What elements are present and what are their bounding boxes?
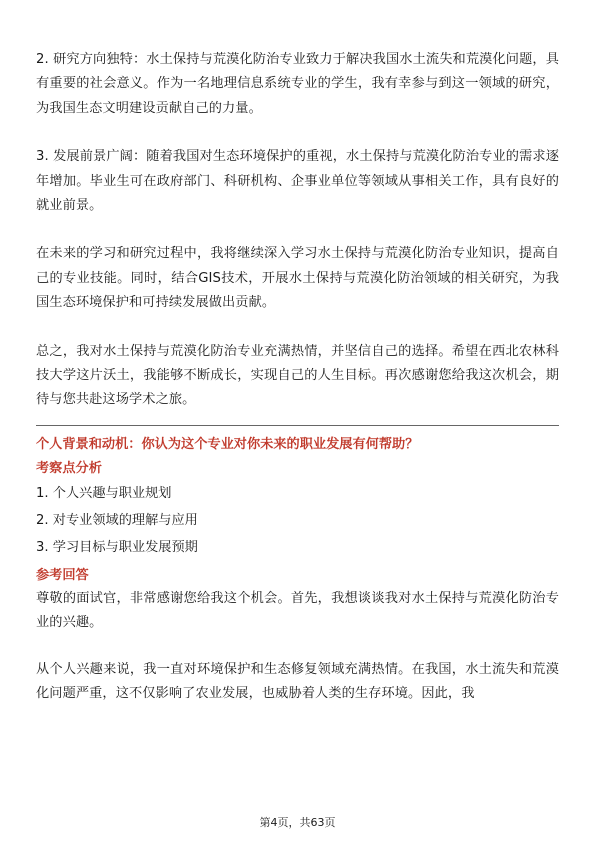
section-divider	[36, 425, 559, 426]
analysis-heading: 考察点分析	[36, 460, 102, 476]
analysis-item: 3. 学习目标与职业发展预期	[36, 539, 198, 555]
document-page	[36, 48, 559, 707]
paragraph-career-prospects: 3. 发展前景广阔：随着我国对生态环境保护的重视，水土保持与荒漠化防治专业的需求逐年增加。毕业生可在政府部门、科研机构、企事业单位等领域从事相关工作，具有良好的就业前景。	[36, 149, 559, 214]
analysis-item: 1. 个人兴趣与职业规划	[36, 485, 172, 501]
answer-heading: 参考回答	[36, 567, 89, 583]
paragraph-future-study: 在未来的学习和研究过程中，我将继续深入学习水土保持与荒漠化防治专业知识，提高自己的专业技能。同时，结合GIS技术，开展水土保持与荒漠化防治领域的相关研究，为我国生态环境保护和可持续发展做出贡献。	[36, 246, 559, 311]
interview-question: 个人背景和动机：你认为这个专业对你未来的职业发展有何帮助？	[36, 436, 419, 452]
paragraph-conclusion: 总之，我对水土保持与荒漠化防治专业充满热情，并坚信自己的选择。希望在西北农林科技大学这片沃土，我能够不断成长，实现自己的人生目标。再次感谢您给我这次机会，期待与您共赴这场学术之旅。	[36, 343, 559, 408]
analysis-item: 2. 对专业领域的理解与应用	[36, 512, 198, 528]
answer-paragraph: 从个人兴趣来说，我一直对环境保护和生态修复领域充满热情。在我国，水土流失和荒漠化问题严重，这不仅影响了农业发展，也威胁着人类的生存环境。因此，我	[36, 661, 559, 702]
page-footer: 第4页，共63页	[259, 816, 336, 829]
paragraph-research-direction: 2. 研究方向独特：水土保持与荒漠化防治专业致力于解决我国水土流失和荒漠化问题，具有重要的社会意义。作为一名地理信息系统专业的学生，我有幸参与到这一领域的研究，为我国生态文明建设贡献自己的力量。	[36, 52, 559, 116]
answer-paragraph: 尊敬的面试官，非常感谢您给我这个机会。首先，我想谈谈我对水土保持与荒漠化防治专业的兴趣。	[36, 590, 559, 631]
